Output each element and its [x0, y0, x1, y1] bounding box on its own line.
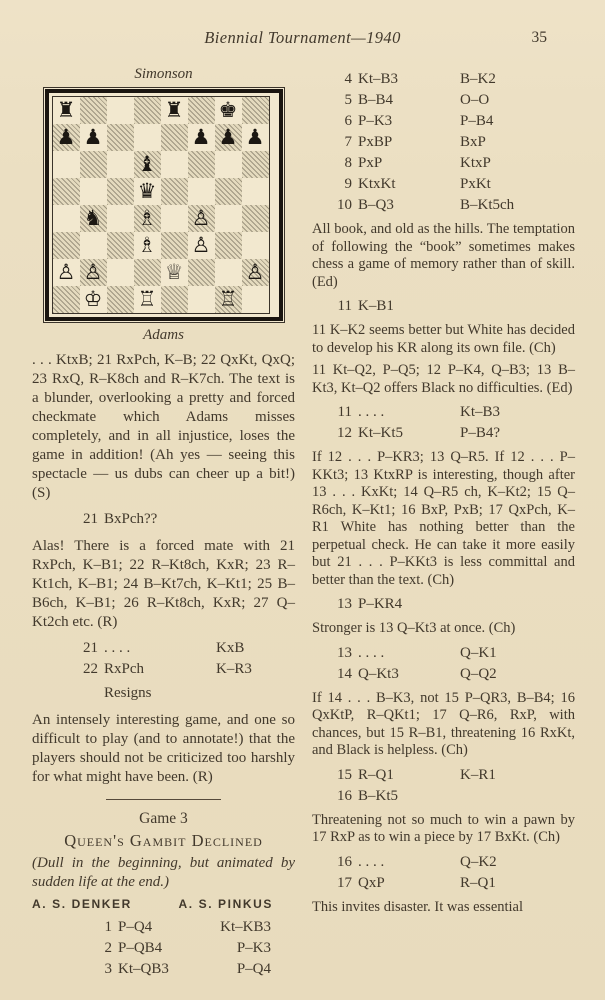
board-square [188, 178, 215, 205]
move-black [460, 786, 575, 807]
move-white: B–Q3 [358, 197, 394, 213]
move-number: 11 [337, 404, 352, 420]
annotation-paragraph: Stronger is 13 Q–Kt3 at once. (Ch) [312, 620, 516, 636]
board-square [188, 232, 215, 259]
board-square [215, 205, 242, 232]
board-square [161, 205, 188, 232]
running-title: Biennial Tournament—1940 [204, 28, 401, 47]
board-square [53, 124, 80, 151]
board-square [188, 259, 215, 286]
annotation-paragraph: Threatening not so much to win a pawn by 17 RxP as to win a piece by 17 BxKt. (Ch) [312, 811, 575, 845]
move-number: 13 [337, 596, 352, 612]
move-list [312, 852, 575, 894]
board-square [107, 286, 134, 313]
board-square [215, 178, 242, 205]
board-square [80, 205, 107, 232]
board-square [107, 232, 134, 259]
move-number: 1 [104, 919, 112, 935]
move-black: Q–K2 [460, 853, 497, 870]
move-white: Q–Kt3 [358, 665, 399, 682]
board-square [215, 286, 242, 313]
move-white: . . . . [104, 640, 131, 656]
board-square [134, 151, 161, 178]
move-white: P–K3 [358, 113, 393, 129]
move-row [78, 938, 295, 959]
black-bishop-piece: ♝ [137, 152, 157, 176]
board-square [53, 259, 80, 286]
move-white: Kt–Kt5 [358, 425, 403, 441]
black-pawn-piece: ♟ [56, 125, 76, 149]
move-list [32, 917, 295, 980]
move-black: P–B4? [460, 425, 501, 441]
board-square [134, 124, 161, 151]
move-list [312, 643, 575, 685]
move-white: B–Kt5 [358, 787, 399, 804]
move-list [312, 765, 575, 807]
move-black: BxP [460, 134, 486, 150]
move-white: . . . . [358, 644, 385, 661]
annotation-paragraph: All book, and old as the hills. The temptation of following the “book” sometimes makes chess a game of memory rather than of skill. (Ed) [312, 221, 575, 290]
board-square [80, 151, 107, 178]
move-number: 11 [337, 298, 352, 314]
board-square [80, 97, 107, 124]
move-white: PxBP [358, 134, 393, 150]
commentary-paragraph: Alas! There is a forced mate with 21 RxPch, K–B1; 22 R–Kt8ch, KxR; 23 R–Kt1ch, K–B1; 24 B–Kt7ch, K–Kt1; 25 B–B6ch, K–B1; 26 R–Kt8ch, KxR; 27 Q–Kt2ch etc. (R) [32, 538, 295, 630]
move-row [312, 132, 575, 153]
move-row [312, 174, 575, 195]
board-square [161, 232, 188, 259]
board-square [242, 151, 269, 178]
board-square [188, 286, 215, 313]
board-square [134, 286, 161, 313]
move-black: PxKt [460, 176, 491, 192]
move-black [206, 509, 295, 530]
diagram-caption-white-player: Adams [143, 327, 184, 343]
black-queen-piece: ♛ [137, 179, 157, 203]
move-white: PxP [358, 155, 383, 171]
white-queen-piece: ♕ [164, 260, 184, 284]
board-square [161, 97, 188, 124]
board-square [242, 178, 269, 205]
players-row [32, 895, 295, 913]
board-square [242, 97, 269, 124]
board-square [53, 97, 80, 124]
white-pawn-piece: ♙ [191, 233, 211, 257]
move-row [78, 917, 295, 938]
move-white: Kt–B3 [358, 71, 399, 87]
chess-diagram [43, 87, 285, 323]
move-number [58, 683, 98, 704]
move-white: K–B1 [358, 298, 394, 314]
black-knight-piece: ♞ [83, 206, 103, 230]
board-square [53, 151, 80, 178]
page-header [0, 28, 605, 50]
move-number: 21 [83, 511, 98, 527]
move-list [32, 509, 295, 530]
move-black: B–Kt5ch [460, 197, 515, 213]
section-divider [106, 799, 221, 800]
white-pawn-piece: ♙ [83, 260, 103, 284]
board-square [188, 124, 215, 151]
move-black: P–B4 [460, 113, 494, 129]
move-number: 14 [337, 665, 352, 682]
board-square [134, 178, 161, 205]
move-black: K–R1 [460, 766, 496, 783]
white-player-name: A. S. DENKER [32, 897, 132, 911]
board-square [161, 178, 188, 205]
black-pawn-piece: ♟ [245, 125, 265, 149]
move-white: RxPch [104, 661, 145, 677]
board-square [53, 232, 80, 259]
white-pawn-piece: ♙ [245, 260, 265, 284]
move-white: QxP [358, 874, 385, 891]
commentary-paragraph: . . . KtxB; 21 RxPch, K–B; 22 QxKt, QxQ; 23 RxQ, R–K8ch and R–K7ch. The text is a blunder, overlooking a pretty and forced checkmate which Adams misses completely, and in all injustice, loses the game in addition! (Ah yes — seeing this spectacle — us dubs can cheer up a bit!) (S) [32, 352, 295, 501]
board-square [188, 151, 215, 178]
move-black [206, 683, 295, 704]
chess-diagram-frame [45, 89, 283, 321]
annotation-paragraph: If 12 . . . P–KR3; 13 Q–R5. If 12 . . . P–KKt3; 13 KtxRP is interesting, though after 13 . . . KxKt; 14 Q–R5 ch, K–Kt2; 15 Q–R6ch, K–Kt1; 16 BxP, PxB; 17 QxPch, K–R1 White has nothing better than the perpetual check. He can take it more easily but 21 . . . P–KKt3 is less committal and better than the text. (Ch) [312, 449, 575, 588]
move-row [312, 423, 575, 444]
move-white: R–Q1 [358, 766, 394, 783]
move-number: 9 [344, 176, 352, 192]
board-square [242, 205, 269, 232]
move-number: 13 [337, 644, 352, 661]
board-square [215, 151, 242, 178]
move-white: B–B4 [358, 92, 394, 108]
move-black [460, 594, 575, 615]
move-row [312, 765, 575, 786]
move-row [58, 509, 295, 530]
move-row [312, 402, 575, 423]
move-row [312, 664, 575, 685]
move-row [312, 852, 575, 873]
game-result-row [32, 683, 295, 704]
move-white: . . . . [358, 853, 385, 870]
move-row [312, 195, 575, 216]
move-white: KtxKt [358, 176, 396, 192]
move-black: KtxP [460, 155, 491, 171]
move-number: 2 [104, 940, 112, 956]
black-rook-piece: ♜ [56, 98, 76, 122]
move-number: 7 [344, 134, 352, 150]
white-bishop-piece: ♗ [137, 206, 157, 230]
black-pawn-piece: ♟ [218, 125, 238, 149]
move-number: 17 [337, 874, 352, 891]
annotation-paragraph: 11 Kt–Q2, P–Q5; 12 P–K4, Q–B3; 13 B–Kt3, Kt–Q2 offers Black no difficulties. (Ed) [312, 362, 575, 396]
board-square [134, 97, 161, 124]
annotation-paragraph: If 14 . . . B–K3, not 15 P–QR3, B–B4; 16 QxKtP, R–QKt1; 17 Q–R6, RxP, with chances, but 15 R–B1, threatening 16 RxKt, and Black is helpless. (Ch) [312, 689, 575, 758]
move-black: O–O [460, 92, 490, 108]
move-white: BxPch?? [104, 511, 158, 527]
board-square [107, 205, 134, 232]
black-pawn-piece: ♟ [191, 125, 211, 149]
move-black [460, 296, 575, 317]
board-square [107, 259, 134, 286]
board-square [161, 151, 188, 178]
move-white: P–QB4 [118, 940, 163, 956]
move-row [312, 643, 575, 664]
commentary-paragraph: An intensely interesting game, and one so difficult to play (and to annotate!) that the players should not be criticized too harshly for what might have been. (R) [32, 712, 295, 785]
board-square [134, 232, 161, 259]
move-white: P–KR4 [358, 596, 403, 612]
board-square [161, 259, 188, 286]
move-number: 16 [337, 787, 352, 804]
board-square [107, 97, 134, 124]
white-pawn-piece: ♙ [191, 206, 211, 230]
move-black: KxB [216, 640, 245, 656]
move-list [312, 594, 575, 615]
white-pawn-piece: ♙ [56, 260, 76, 284]
diagram-caption-black-player: Simonson [134, 66, 193, 82]
move-row [312, 111, 575, 132]
move-black: K–R3 [216, 661, 252, 677]
black-rook-piece: ♜ [164, 98, 184, 122]
board-square [215, 97, 242, 124]
board-square [188, 97, 215, 124]
board-square [161, 286, 188, 313]
annotation-paragraph: 11 K–K2 seems better but White has decided to develop his KR along its own file. (Ch) [312, 322, 575, 356]
move-row [58, 659, 295, 680]
move-list [32, 638, 295, 680]
board-square [215, 124, 242, 151]
black-king-piece: ♚ [218, 98, 238, 122]
right-column [312, 66, 575, 921]
move-number: 3 [104, 961, 112, 977]
move-number: 22 [83, 661, 98, 677]
move-row [312, 873, 575, 894]
move-list [312, 69, 575, 216]
white-bishop-piece: ♗ [137, 233, 157, 257]
move-white: P–Q4 [118, 919, 153, 935]
move-row [312, 594, 575, 615]
move-number: 6 [344, 113, 352, 129]
move-row [312, 786, 575, 807]
annotation-paragraph: This invites disaster. It was essential [312, 898, 524, 915]
move-row [312, 296, 575, 317]
move-number: 4 [344, 71, 352, 87]
white-rook-piece: ♖ [218, 287, 238, 311]
move-white: Kt–QB3 [118, 961, 169, 977]
move-black: Q–K1 [460, 644, 497, 661]
move-list [312, 296, 575, 317]
move-black: Q–Q2 [460, 665, 497, 682]
board-square [80, 178, 107, 205]
board-square [53, 286, 80, 313]
move-list [312, 402, 575, 444]
board-square [107, 124, 134, 151]
move-number: 12 [337, 425, 352, 441]
board-square [80, 259, 107, 286]
board-square [53, 178, 80, 205]
move-black: R–Q1 [460, 874, 496, 891]
board-square [53, 205, 80, 232]
move-row [78, 959, 295, 980]
board-square [80, 124, 107, 151]
board-square [107, 178, 134, 205]
board-square [215, 259, 242, 286]
board-square [80, 232, 107, 259]
board-square [188, 205, 215, 232]
move-number: 21 [83, 640, 98, 656]
black-player-name: A. S. PINKUS [178, 897, 273, 911]
board-square [107, 151, 134, 178]
move-row [58, 683, 295, 704]
move-row [312, 69, 575, 90]
board-square [134, 205, 161, 232]
game-title: Game 3 [139, 810, 188, 827]
move-black: P–Q4 [236, 961, 271, 977]
board-square [134, 259, 161, 286]
move-black: Kt–KB3 [220, 919, 271, 935]
white-rook-piece: ♖ [137, 287, 157, 311]
chess-board [52, 96, 270, 314]
move-number: 10 [337, 197, 352, 213]
opening-name: Queen's Gambit Declined [64, 831, 263, 850]
move-row [312, 153, 575, 174]
board-square [242, 124, 269, 151]
move-number: 5 [344, 92, 352, 108]
move-black: P–K3 [236, 940, 271, 956]
board-square [215, 232, 242, 259]
move-white: . . . . [358, 404, 385, 420]
move-row [58, 638, 295, 659]
move-row [312, 90, 575, 111]
result-text: Resigns [104, 685, 152, 701]
board-square [242, 259, 269, 286]
move-black: Kt–B3 [460, 404, 501, 420]
move-number: 8 [344, 155, 352, 171]
move-number: 15 [337, 766, 352, 783]
game-editorial-note: (Dull in the beginning, but animated by sudden life at the end.) [32, 855, 295, 890]
move-black: B–K2 [460, 71, 496, 87]
move-number: 16 [337, 853, 352, 870]
board-square [161, 124, 188, 151]
black-pawn-piece: ♟ [83, 125, 103, 149]
white-king-piece: ♔ [83, 287, 103, 311]
board-square [242, 232, 269, 259]
board-square [80, 286, 107, 313]
board-square [242, 286, 269, 313]
left-column [32, 62, 295, 983]
page-number: 35 [531, 29, 547, 46]
